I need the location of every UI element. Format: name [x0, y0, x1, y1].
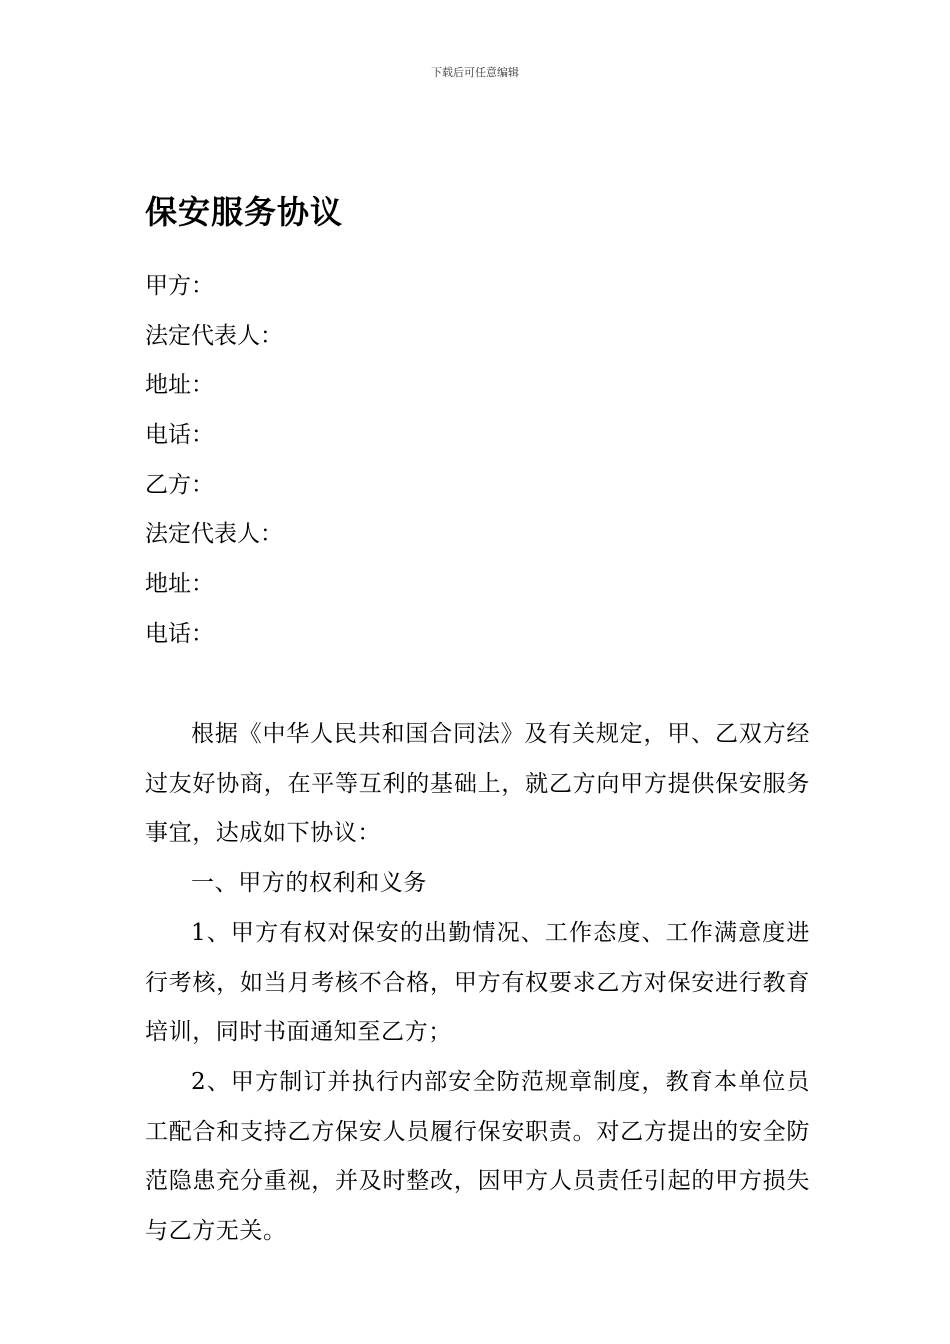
party-a-phone-label: 电话：	[145, 422, 214, 449]
party-a-representative-label: 法定代表人：	[145, 322, 283, 349]
party-b-address-label: 地址：	[145, 571, 214, 598]
agreement-body	[145, 710, 810, 1257]
document-title: 保安服务协议	[145, 193, 344, 231]
clause-1-paragraph: 1、甲方有权对保安的出勤情况、工作态度、工作满意度进行考核，如当月考核不合格，甲方有权要求乙方对保安进行教育培训，同时书面通知至乙方；	[145, 919, 810, 1046]
section-heading-party-a-rights: 一、甲方的权利和义务	[191, 870, 427, 897]
party-b-representative-label: 法定代表人：	[145, 521, 283, 548]
clause-2-paragraph: 2、甲方制订并执行内部安全防范规章制度，教育本单位员工配合和支持乙方保安人员履行保安职责。对乙方提出的安全防范隐患充分重视，并及时整改，因甲方人员责任引起的甲方损失与乙方无关。	[145, 1068, 810, 1245]
party-info-block	[145, 262, 810, 660]
party-b-label: 乙方：	[145, 471, 214, 498]
page-header-note: 下载后可任意编辑	[431, 66, 519, 79]
party-a-label: 甲方：	[145, 273, 214, 299]
party-b-phone-label: 电话：	[145, 620, 214, 647]
party-a-address-label: 地址：	[145, 372, 214, 399]
preamble-paragraph: 根据《中华人民共和国合同法》及有关规定，甲、乙双方经过友好协商，在平等互利的基础上，就乙方向甲方提供保安服务事宜，达成如下协议：	[145, 721, 810, 847]
